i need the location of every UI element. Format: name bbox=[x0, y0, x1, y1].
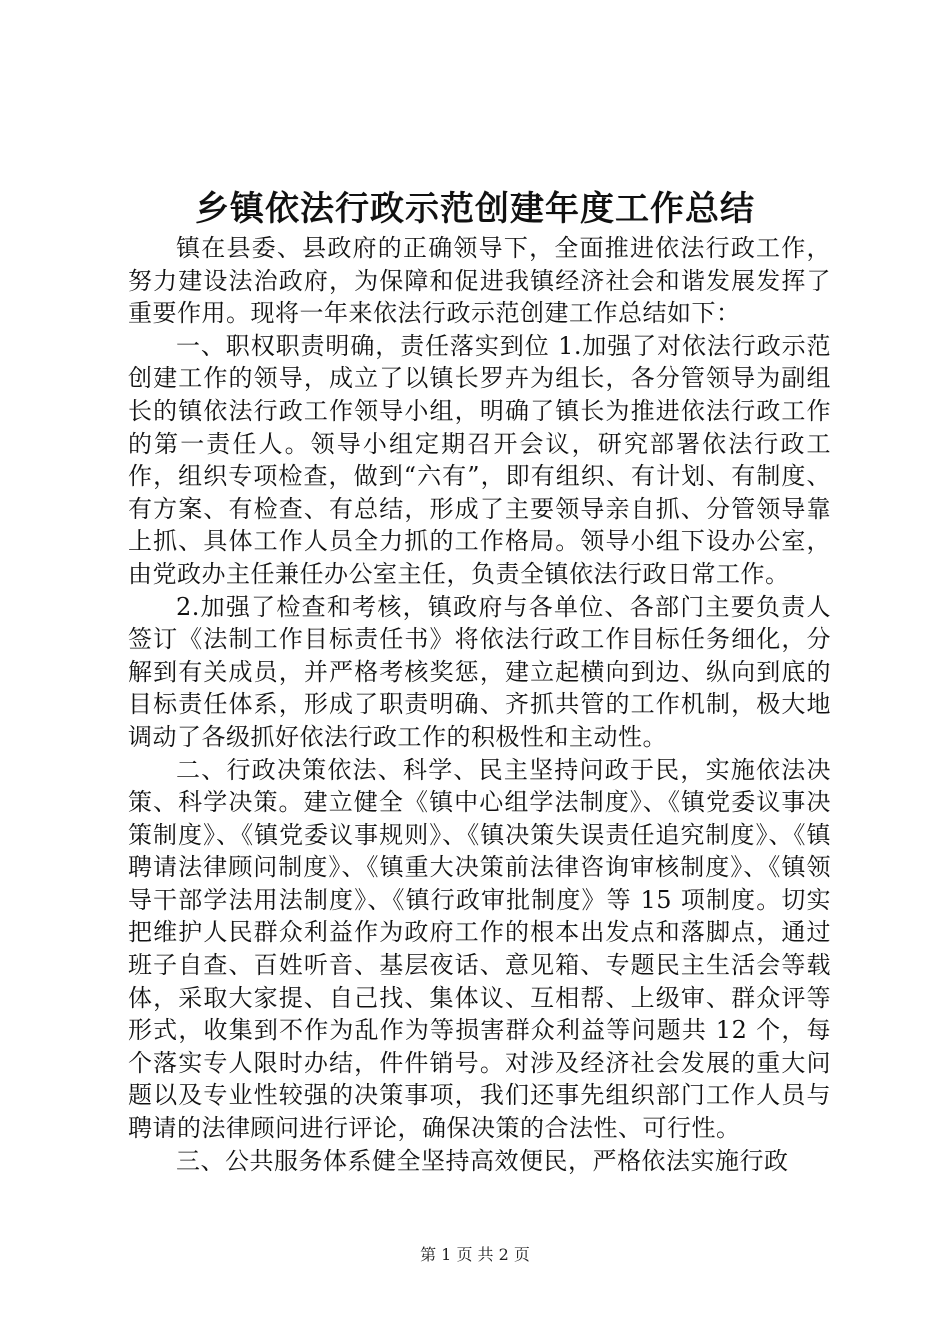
paragraph-intro: 镇在县委、县政府的正确领导下，全面推进依法行政工作，努力建设法治政府，为保障和促进我镇经济社会和谐发展发挥了重要作用。现将一年来依法行政示范创建工作总结如下： bbox=[128, 234, 831, 328]
document-title: 乡镇依法行政示范创建年度工作总结 bbox=[195, 189, 755, 229]
document-body bbox=[128, 232, 831, 1177]
paragraph-section-1-item-2: 2.加强了检查和考核，镇政府与各单位、各部门主要负责人签订《法制工作目标责任书》将依法行政工作目标任务细化，分解到有关成员，并严格考核奖惩，建立起横向到边、纵向到底的目标责任体系，形成了职责明确、齐抓共管的工作机制，极大地调动了各级抓好依法行政工作的积极性和主动性。 bbox=[128, 592, 831, 751]
paragraph-section-1: 一、职权职责明确，责任落实到位 1.加强了对依法行政示范创建工作的领导，成立了以镇长罗卉为组长，各分管领导为副组长的镇依法行政工作领导小组，明确了镇长为推进依法行政工作的第一责任人。领导小组定期召开会议，研究部署依法行政工作，组织专项检查，做到“六有”，即有组织、有计划、有制度、有方案、有检查、有总结，形成了主要领导亲自抓、分管领导靠上抓、具体工作人员全力抓的工作格局。领导小组下设办公室，由党政办主任兼任办公室主任，负责全镇依法行政日常工作。 bbox=[128, 331, 831, 588]
paragraph-section-3: 三、公共服务体系健全坚持高效便民，严格依法实施行政 bbox=[176, 1146, 789, 1175]
page-footer: 第 1 页 共 2 页 bbox=[420, 1245, 530, 1264]
paragraph-section-2: 二、行政决策依法、科学、民主坚持问政于民，实施依法决策、科学决策。建立健全《镇中心组学法制度》、《镇党委议事决策制度》、《镇党委议事规则》、《镇决策失误责任追究制度》、《镇聘请法律顾问制度》、《镇重大决策前法律咨询审核制度》、《镇领导干部学法用法制度》、《镇行政审批制度》等 15 项制度。切实把维护人民群众利益作为政府工作的根本出发点和落脚点，通过班子自查、百姓听音、基层夜话、意见箱、专题民主生活会等载体，采取大家提、自己找、集体议、互相帮、上级审、群众评等形式，收集到不作为乱作为等损害群众利益等问题共 12 个，每个落实专人限时办结，件件销号。对涉及经济社会发展的重大问题以及专业性较强的决策事项，我们还事先组织部门工作人员与聘请的法律顾问进行评论，确保决策的合法性、可行性。 bbox=[128, 755, 831, 1143]
